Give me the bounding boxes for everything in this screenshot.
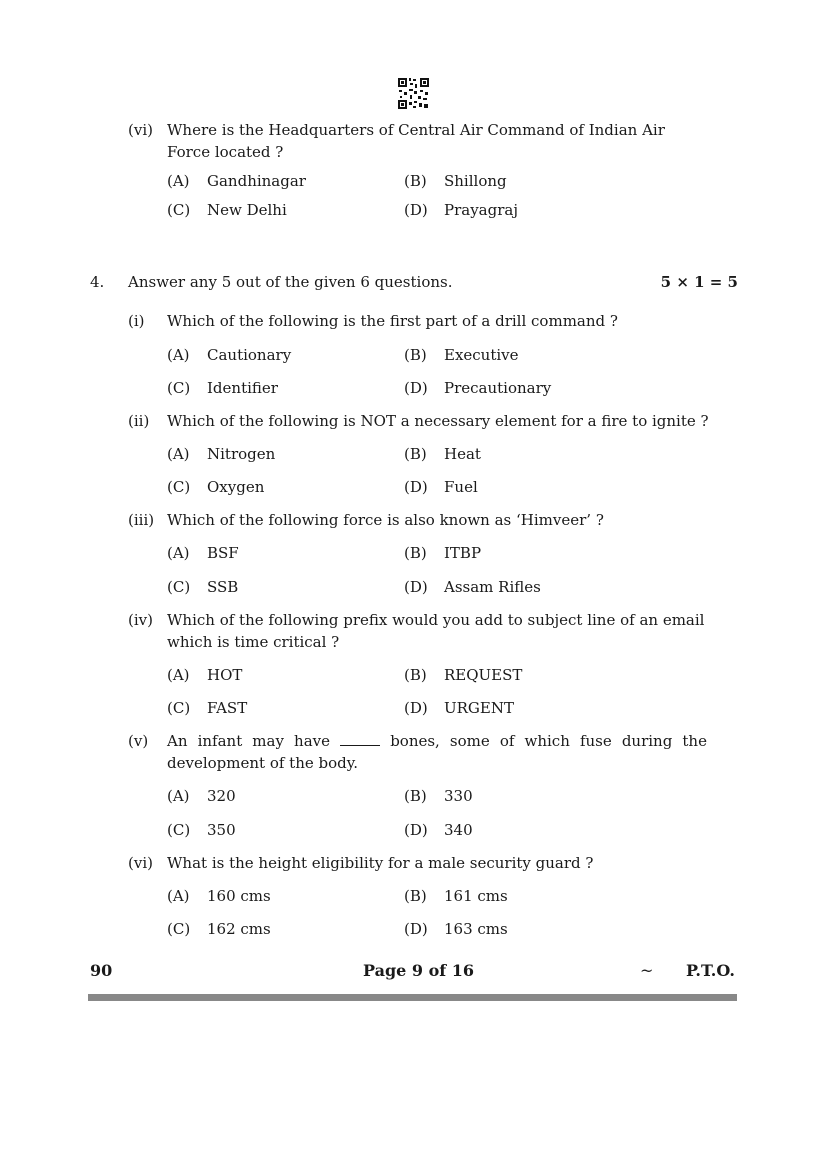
option-c: (C) 350 bbox=[167, 821, 236, 839]
option-a: (A) 320 bbox=[167, 787, 236, 805]
option-d: (D) Prayagraj bbox=[404, 201, 518, 219]
question-number: (iii) bbox=[128, 511, 155, 529]
option-c: (C) FAST bbox=[167, 699, 248, 717]
option-a: (A) Gandhinagar bbox=[167, 172, 306, 190]
option-c: (C) Oxygen bbox=[167, 478, 265, 496]
option-a: (A) HOT bbox=[167, 666, 243, 684]
option-a: (A) Nitrogen bbox=[167, 445, 276, 463]
section-marks: 5 × 1 = 5 bbox=[660, 273, 738, 291]
option-d: (D) 163 cms bbox=[404, 920, 508, 938]
option-a: (A) BSF bbox=[167, 544, 239, 562]
question-number: (i) bbox=[128, 312, 145, 330]
option-a: (A) 160 cms bbox=[167, 887, 271, 905]
option-d: (D) 340 bbox=[404, 821, 473, 839]
option-b: (B) ITBP bbox=[404, 544, 482, 562]
option-d: (D) Fuel bbox=[404, 478, 478, 496]
question-number: (vi) bbox=[128, 854, 153, 872]
option-b: (B) 330 bbox=[404, 787, 473, 805]
option-c: (C) 162 cms bbox=[167, 920, 271, 938]
option-b: (B) Executive bbox=[404, 346, 519, 364]
option-b: (B) REQUEST bbox=[404, 666, 523, 684]
footer-rule bbox=[88, 994, 737, 1001]
option-c: (C) SSB bbox=[167, 578, 239, 596]
option-d: (D) URGENT bbox=[404, 699, 514, 717]
option-b: (B) Heat bbox=[404, 445, 481, 463]
question-number: (vi) bbox=[128, 121, 153, 139]
question-number: (ii) bbox=[128, 412, 150, 430]
page-number: Page 9 of 16 bbox=[363, 961, 474, 980]
question-text: Where is the Headquarters of Central Air Command of Indian Air Force located ? bbox=[167, 121, 665, 161]
option-a: (A) Cautionary bbox=[167, 346, 292, 364]
question-number: (v) bbox=[128, 732, 149, 750]
question-text: What is the height eligibility for a male security guard ? bbox=[167, 854, 594, 872]
question-text bbox=[167, 730, 707, 774]
paper-code: 90 bbox=[90, 961, 113, 980]
option-b: (B) Shillong bbox=[404, 172, 507, 190]
question-text-after: bones, some of which fuse during the development of the body. bbox=[167, 732, 707, 772]
fill-in-blank bbox=[340, 735, 380, 746]
question-text: Which of the following prefix would you add to subject line of an email which is time critical ? bbox=[167, 611, 705, 651]
question-text-before: An infant may have bbox=[167, 732, 330, 750]
question-text: Which of the following is NOT a necessary element for a fire to ignite ? bbox=[167, 412, 709, 430]
option-c: (C) Identifier bbox=[167, 379, 278, 397]
option-d: (D) Assam Rifles bbox=[404, 578, 541, 596]
qr-code bbox=[397, 77, 430, 110]
section-instruction: Answer any 5 out of the given 6 questions. bbox=[128, 273, 453, 291]
pto-label: P.T.O. bbox=[686, 961, 735, 980]
tilde-mark: ~ bbox=[640, 961, 654, 980]
section-number: 4. bbox=[90, 273, 105, 291]
question-text: Which of the following force is also known as ‘Himveer’ ? bbox=[167, 511, 604, 529]
question-text: Which of the following is the first part of a drill command ? bbox=[167, 312, 618, 330]
option-b: (B) 161 cms bbox=[404, 887, 508, 905]
question-number: (iv) bbox=[128, 611, 153, 629]
option-c: (C) New Delhi bbox=[167, 201, 287, 219]
option-d: (D) Precautionary bbox=[404, 379, 552, 397]
